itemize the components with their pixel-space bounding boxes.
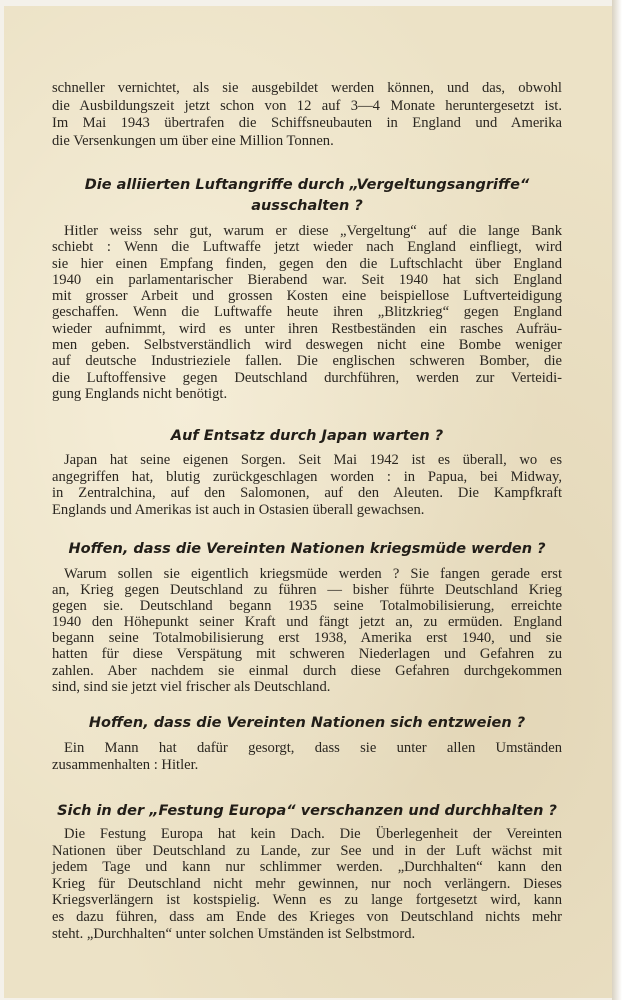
- paragraph: [52, 452, 562, 518]
- heading-line: ausschalten ?: [251, 198, 363, 214]
- text-line: men geben. Selbstverständlich wird deswegen nicht eine Bombe weniger: [52, 337, 562, 354]
- text-line: Krieg für Deutschland nicht mehr gewinnen, nur noch verlängern. Dieses: [52, 875, 562, 892]
- text-line: Warum sollen sie eigentlich kriegsmüde werden ? Sie fangen gerade erst: [64, 566, 562, 582]
- heading-line: Auf Entsatz durch Japan warten ?: [170, 428, 444, 444]
- paragraph: [52, 826, 562, 942]
- section-heading: [52, 713, 562, 734]
- paragraph: [52, 740, 562, 774]
- section-heading: [52, 539, 562, 560]
- text-line: in Zentralchina, auf den Salomonen, auf den Aleuten. Die Kampfkraft: [52, 485, 562, 502]
- text-line: mit grosser Arbeit und grossen Kosten eine beispiellose Luftverteidigung: [52, 288, 562, 305]
- paragraph: [52, 566, 562, 695]
- text-line: an, Krieg gegen Deutschland zu führen — bisher führte Deutschland Krieg: [52, 582, 562, 599]
- text-line: die Versenkungen um über eine Million Tonnen.: [52, 132, 334, 149]
- text-line: zahlen. Aber nachdem sie einmal durch diese Gefahren durchgekommen: [52, 662, 562, 679]
- section-heading: [52, 426, 562, 447]
- section-heading: [52, 801, 562, 822]
- paragraph: [52, 80, 562, 150]
- text-line: die Ausbildungszeit jetzt schon von 12 auf 3—4 Monate heruntergesetzt ist.: [52, 97, 562, 114]
- text-line: 1940 ein parlamentarischer Bierabend war. Seit 1940 hat sich England: [52, 271, 562, 288]
- page-edge: [612, 0, 622, 1000]
- text-line: jedem Tage und kann nur schlimmer werden. „Durchhalten“ kann den: [52, 859, 562, 876]
- text-line: wieder aufnimmt, wird es unter ihren Restbeständen ein rasches Aufräu-: [52, 320, 562, 337]
- text-line: gung Englands nicht benötigt.: [52, 385, 228, 402]
- text-line: hatten für diese Verspätung mit schweren Niederlagen und Gefahren zu: [52, 646, 562, 663]
- heading-line: Sich in der „Festung Europa“ verschanzen und durchhalten ?: [57, 803, 557, 819]
- text-line: Die Festung Europa hat kein Dach. Die Überlegenheit der Vereinten: [64, 826, 562, 842]
- text-line: Englands und Amerikas ist auch in Ostasien überall gewachsen.: [52, 501, 425, 518]
- heading-line: Die alliierten Luftangriffe durch „Vergeltungsangriffe“: [84, 177, 530, 193]
- text-line: Im Mai 1943 übertrafen die Schiffsneubauten in England und Amerika: [52, 115, 562, 132]
- section-heading: [52, 175, 562, 217]
- text-line: Japan hat seine eigenen Sorgen. Seit Mai 1942 ist es überall, wo es: [64, 452, 562, 468]
- text-line: geschaffen. Wenn die Luftwaffe heute ihren „Blitzkrieg“ gegen England: [52, 304, 562, 321]
- text-line: Ein Mann hat dafür gesorgt, dass sie unter allen Umständen: [64, 740, 562, 756]
- text-line: es dazu führen, dass am Ende des Krieges von Deutschland nichts mehr: [52, 908, 562, 925]
- text-line: Kriegsverlängern ist kostspielig. Wenn es zu lange fortgesetzt wird, kann: [52, 892, 562, 909]
- text-line: begann seine Totalmobilisierung erst 1938, Amerika erst 1940, und sie: [52, 630, 562, 647]
- text-line: angegriffen hat, blutig zurückgeschlagen worden : in Papua, bei Midway,: [52, 468, 562, 485]
- text-line: steht. „Durchhalten“ unter solchen Umständen ist Selbstmord.: [52, 925, 416, 942]
- heading-line: Hoffen, dass die Vereinten Nationen kriegsmüde werden ?: [68, 541, 546, 557]
- text-line: Hitler weiss sehr gut, warum er diese „Vergeltung“ auf die lange Bank: [64, 223, 562, 239]
- text-line: zusammenhalten : Hitler.: [52, 757, 199, 773]
- text-line: sind, sind sie jetzt viel frischer als Deutschland.: [52, 678, 331, 695]
- text-line: schneller vernichtet, als sie ausgebildet werden können, und das, obwohl: [52, 80, 562, 96]
- text-line: gegen sie. Deutschland begann 1935 seine Totalmobilisierung, erreichte: [52, 598, 562, 615]
- text-line: die Luftoffensive gegen Deutschland durchführen, werden zur Verteidi-: [52, 369, 562, 386]
- text-line: Nationen über Deutschland zu Lande, zur See und in der Luft wächst mit: [52, 842, 562, 859]
- heading-line: Hoffen, dass die Vereinten Nationen sich entzweien ?: [88, 715, 526, 731]
- text-line: sie hier einen Empfang finden, gegen den die Luftschlacht über England: [52, 255, 562, 272]
- text-line: auf deutsche Industrieziele fallen. Die englischen schweren Bomber, die: [52, 353, 562, 370]
- text-line: schiebt : Wenn die Luftwaffe jetzt wieder nach England einfliegt, wird: [52, 239, 562, 256]
- text-line: 1940 den Höhepunkt seiner Kraft und fängt jetzt an, zu ermüden. England: [52, 614, 562, 631]
- paragraph: [52, 223, 562, 402]
